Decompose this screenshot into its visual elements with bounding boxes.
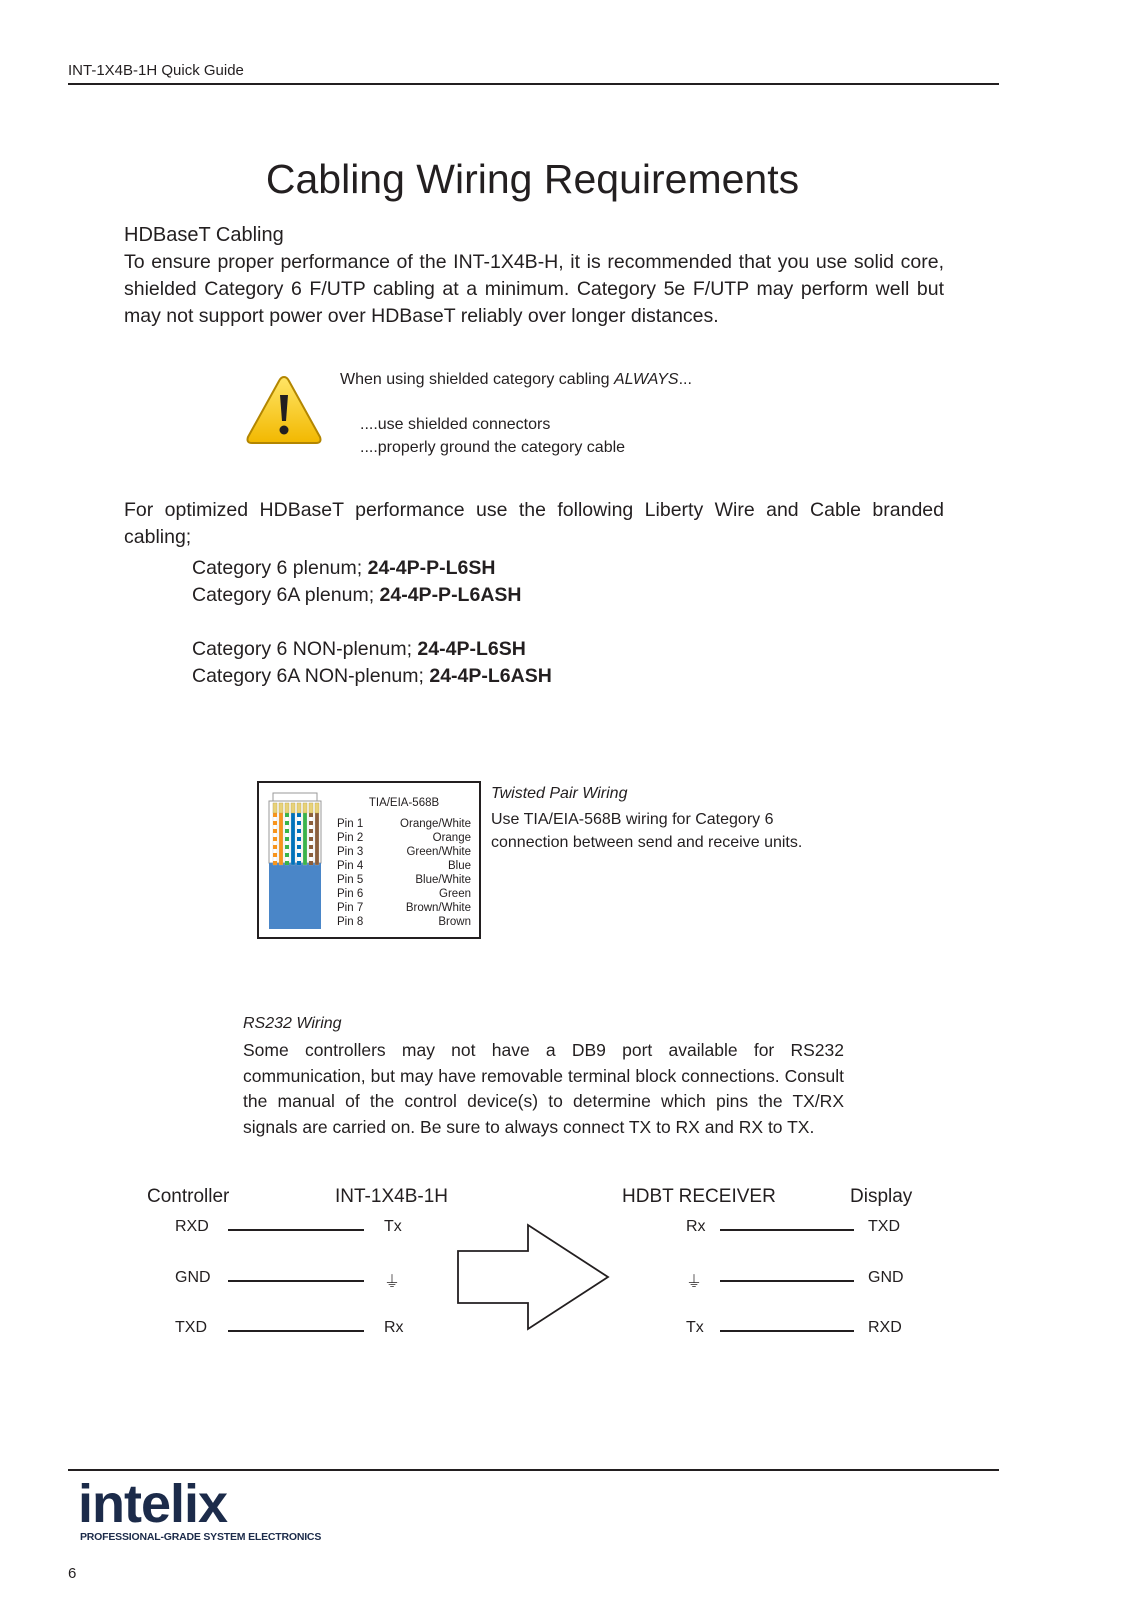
pin-color-name: Blue/White [415,874,471,886]
cable-line [192,638,526,661]
wire-line [720,1330,854,1332]
liberty-intro: For optimized HDBaseT performance use the following Liberty Wire and Cable branded cabling; [124,499,944,548]
hdbaset-paragraph: To ensure proper performance of the INT-1X4B-H, it is recommended that you use solid core, shielded Category 6 F/UTP cabling at a minimum. Category 5e F/UTP may perform well but may not support power over HDBaseT reliably over longer distances. [124,251,944,327]
warning-lead [340,371,692,389]
warning-item: ....properly ground the category cable [360,439,626,456]
cable-line [192,557,495,580]
controller-pin-label: RXD [175,1218,209,1235]
twisted-pair-description: Use TIA/EIA-568B wiring for Category 6 connection between send and receive units. [491,811,803,851]
rj45-connector-icon [267,791,323,931]
transmitter-pin-label: Rx [384,1319,404,1336]
transmitter-pin-label: ⏚ [384,1274,401,1291]
controller-pin-label: GND [175,1269,211,1286]
pin-color-name: Brown/White [405,902,471,914]
cable-part-number: 24-4P-P-L6SH [367,557,496,579]
logo-wordmark: intelix [78,1474,228,1534]
receiver-pin-label: Tx [686,1319,704,1336]
cable-line [192,584,522,607]
pin-number: Pin 5 [337,874,364,886]
pin-number: Pin 1 [337,818,364,830]
warning-triangle-icon [244,373,324,447]
pin-number: Pin 4 [337,860,364,872]
wire-line [228,1280,364,1282]
diagram-display-heading: Display [850,1186,913,1207]
pin-color-name: Green/White [406,846,471,858]
rs232-description: Some controllers may not have a DB9 port available for RS232 communication, but may have removable terminal block connections. Consult the manual of the control device(s) to determine which pins the TX/RX signals are carried on. Be sure to always connect TX to RX and RX to TX. [243,1040,844,1137]
header-title: INT-1X4B-1H Quick Guide [68,62,244,79]
pin-number: Pin 6 [337,888,364,900]
warning-item: ....use shielded connectors [360,416,551,433]
right-arrow-icon [456,1223,616,1333]
pin-number: Pin 2 [337,832,364,844]
receiver-pin-label: Rx [686,1218,706,1235]
cable-line [192,665,552,688]
pin-color-name: Green [439,888,471,900]
pinout-diagram [257,781,481,939]
header-rule [68,83,999,85]
wire-line [228,1229,364,1231]
transmitter-pin-label: Tx [384,1218,402,1235]
cable-label: Category 6A NON-plenum; [192,665,430,687]
section-heading-hdbaset: HDBaseT Cabling [124,224,284,246]
wire-line [720,1229,854,1231]
warning-lead-suffix: ... [678,371,692,388]
twisted-pair-title: Twisted Pair Wiring [491,785,628,802]
cable-part-number: 24-4P-L6ASH [429,665,552,687]
footer-rule [68,1469,999,1471]
pin-color-name: Orange/White [400,818,471,830]
warning-emphasis: ALWAYS [613,371,679,388]
intelix-logo [78,1476,227,1532]
page-number: 6 [68,1565,77,1582]
diagram-transmitter-heading: INT-1X4B-1H [335,1186,448,1207]
pin-number: Pin 7 [337,902,364,914]
page-title: Cabling Wiring Requirements [265,156,800,202]
cable-label: Category 6A plenum; [192,584,380,606]
display-pin-label: TXD [868,1218,900,1235]
wire-line [228,1330,364,1332]
cable-label: Category 6 NON-plenum; [192,638,418,660]
diagram-controller-heading: Controller [147,1186,230,1207]
cable-part-number: 24-4P-L6SH [417,638,526,660]
wire-line [720,1280,854,1282]
diagram-receiver-heading: HDBT RECEIVER [622,1186,776,1207]
logo-tagline: PROFESSIONAL-GRADE SYSTEM ELECTRONICS [80,1531,322,1543]
display-pin-label: GND [868,1269,904,1286]
warning-lead-text: When using shielded category cabling [340,371,614,388]
cable-part-number: 24-4P-P-L6ASH [379,584,522,606]
display-pin-label: RXD [868,1319,902,1336]
pin-color-name: Brown [438,916,471,928]
pin-number: Pin 8 [337,916,364,928]
controller-pin-label: TXD [175,1319,207,1336]
rs232-title: RS232 Wiring [243,1015,342,1032]
pin-color-name: Blue [447,860,471,872]
receiver-pin-label: ⏚ [686,1274,703,1291]
cable-label: Category 6 plenum; [192,557,368,579]
pinout-standard-title: TIA/EIA-568B [368,797,440,809]
pin-number: Pin 3 [337,846,364,858]
pin-color-name: Orange [432,832,471,844]
